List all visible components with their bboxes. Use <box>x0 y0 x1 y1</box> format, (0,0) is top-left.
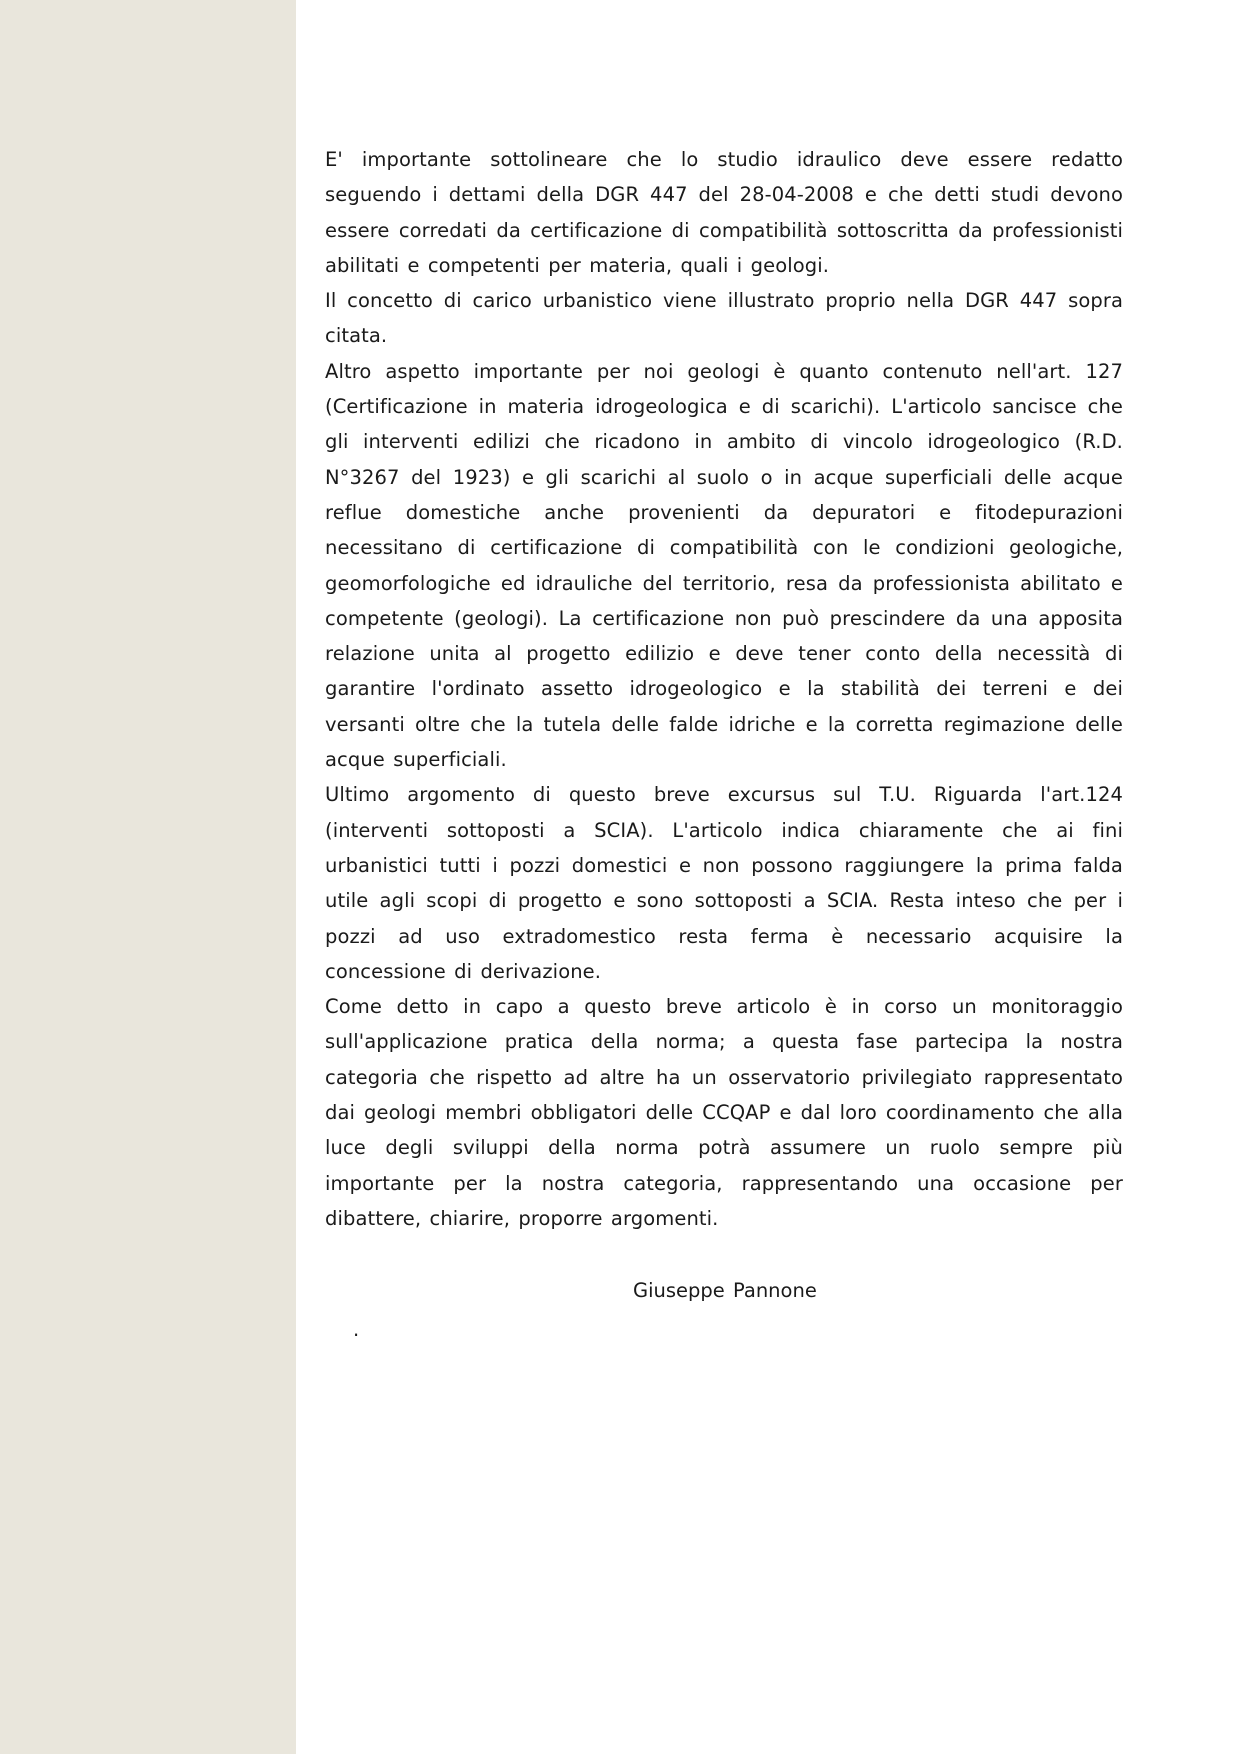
stray-period-mark: . <box>353 1318 360 1341</box>
paragraph-urban-load: Il concetto di carico urbanistico viene illustrato proprio nella DGR 447 sopra citata. <box>325 289 1123 348</box>
article-body <box>325 142 1123 1236</box>
decorative-side-band <box>0 0 296 1754</box>
paragraph-conclusion: Come detto in capo a questo breve articolo è in corso un monitoraggio sull'applicazione pratica della norma; a questa fase partecipa la nostra categoria che rispetto ad altre ha un osservatorio privilegiato rappresentato dai geologi membri obbligatori delle CCQAP e dal loro coordinamento che alla luce degli sviluppi della norma potrà assumere un ruolo sempre più importante per la nostra categoria, rappresentando una occasione per dibattere, chiarire, proporre argomenti. <box>325 995 1123 1230</box>
paragraph-art-124: Ultimo argomento di questo breve excursus sul T.U. Riguarda l'art.124 (interventi sottoposti a SCIA). L'articolo indica chiaramente che ai fini urbanistici tutti i pozzi domestici e non possono raggiungere la prima falda utile agli scopi di progetto e sono sottoposti a SCIA. Resta inteso che per i pozzi ad uso extradomestico resta ferma è necessario acquisire la concessione di derivazione. <box>325 783 1123 983</box>
paragraph-hydraulic-study: E' importante sottolineare che lo studio idraulico deve essere redatto seguendo i dettami della DGR 447 del 28-04-2008 e che detti studi devono essere corredati da certificazione di compatibilità sottoscritta da professionisti abilitati e competenti per materia, quali i geologi. <box>325 148 1123 277</box>
paragraph-art-127: Altro aspetto importante per noi geologi è quanto contenuto nell'art. 127 (Certificazione in materia idrogeologica e di scarichi). L'articolo sancisce che gli interventi edilizi che ricadono in ambito di vincolo idrogeologico (R.D. N°3267 del 1923) e gli scarichi al suolo o in acque superficiali delle acque reflue domestiche anche provenienti da depuratori e fitodepurazioni necessitano di certificazione di compatibilità con le condizioni geologiche, geomorfologiche ed idrauliche del territorio, resa da professionista abilitato e competente (geologi). La certificazione non può prescindere da una apposita relazione unita al progetto edilizio e deve tener conto della necessità di garantire l'ordinato assetto idrogeologico e la stabilità dei terreni e dei versanti oltre che la tutela delle falde idriche e la corretta regimazione delle acque superficiali. <box>325 359 1123 772</box>
author-signature: Giuseppe Pannone <box>633 1279 817 1302</box>
